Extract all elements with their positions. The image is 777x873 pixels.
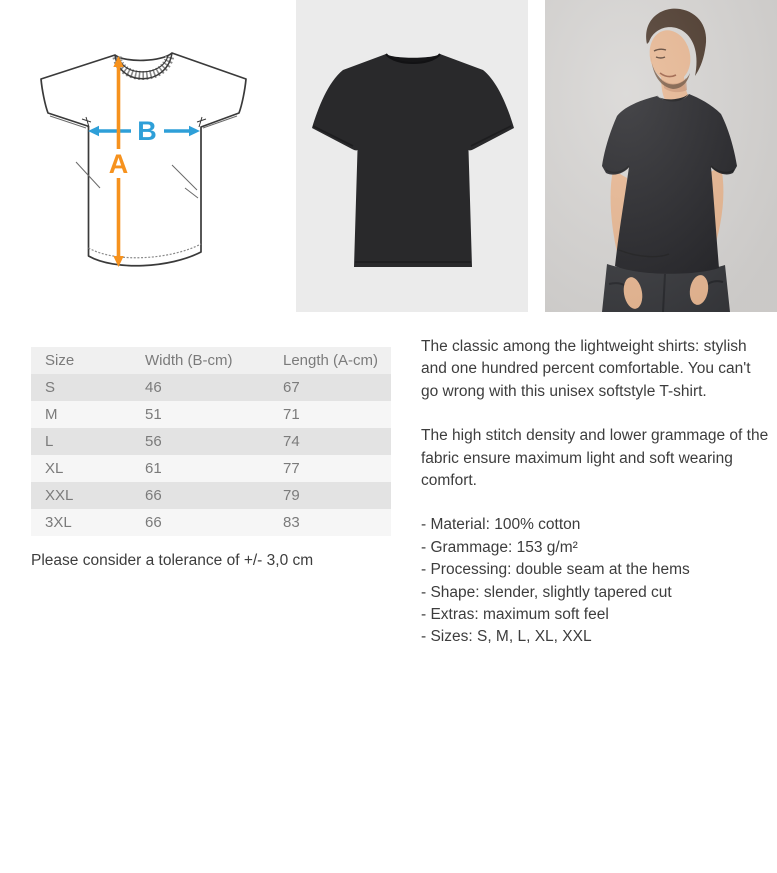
width-cell: 46 [145,379,162,396]
size-cell: XXL [45,487,74,504]
width-cell: 66 [145,514,162,531]
size-table [31,347,391,536]
table-row [31,374,391,401]
size-cell: XL [45,460,64,477]
column-header-width: Width (B-cm) [145,352,233,369]
size-diagram-figure [20,30,270,280]
tshirt-measurement-diagram-icon [20,30,270,280]
spec-item-extras: - Extras: maximum soft feel [421,606,609,624]
product-description [421,336,769,649]
spec-item-sizes: - Sizes: S, M, L, XL, XXL [421,628,592,646]
table-row [31,401,391,428]
length-cell: 83 [283,514,300,531]
length-cell: 67 [283,379,300,396]
width-cell: 61 [145,460,162,477]
column-header-length: Length (A-cm) [283,352,379,369]
size-cell: 3XL [45,514,72,531]
description-paragraph: The classic among the lightweight shirts: stylish and one hundred percent comfortable. You can't go wrong with this unisex softstyle T-shirt. [421,338,751,400]
black-tshirt-front-image [296,0,528,312]
width-cell: 51 [145,406,162,423]
table-row [31,509,391,536]
length-cell: 77 [283,460,300,477]
width-cell: 66 [145,487,162,504]
table-row [31,428,391,455]
label-a: A [108,149,129,179]
width-cell: 56 [145,433,162,450]
length-cell: 71 [283,406,300,423]
column-header-size: Size [45,352,75,369]
label-b: B [137,116,157,146]
spec-item-processing: - Processing: double seam at the hems [421,561,690,579]
spec-item-grammage: - Grammage: 153 g/m² [421,538,578,556]
description-paragraph: The high stitch density and lower grammage of the fabric ensure maximum light and soft wearing comfort. [421,427,769,490]
size-cell: L [45,433,54,450]
spec-list [421,514,769,648]
size-cell: S [45,379,56,396]
man-wearing-black-tshirt-image [545,0,777,312]
table-row [31,482,391,509]
size-table-header-row [31,347,391,374]
spec-item-material: - Material: 100% cotton [421,516,581,534]
shirt-outline [41,53,246,266]
table-row [31,455,391,482]
tolerance-note: Please consider a tolerance of +/- 3,0 cm [31,552,314,569]
length-cell: 79 [283,487,300,504]
product-photo[interactable] [296,0,528,312]
spec-item-shape: - Shape: slender, slightly tapered cut [421,583,672,601]
length-cell: 74 [283,433,300,450]
model-photo[interactable] [545,0,777,312]
size-cell: M [45,406,58,423]
